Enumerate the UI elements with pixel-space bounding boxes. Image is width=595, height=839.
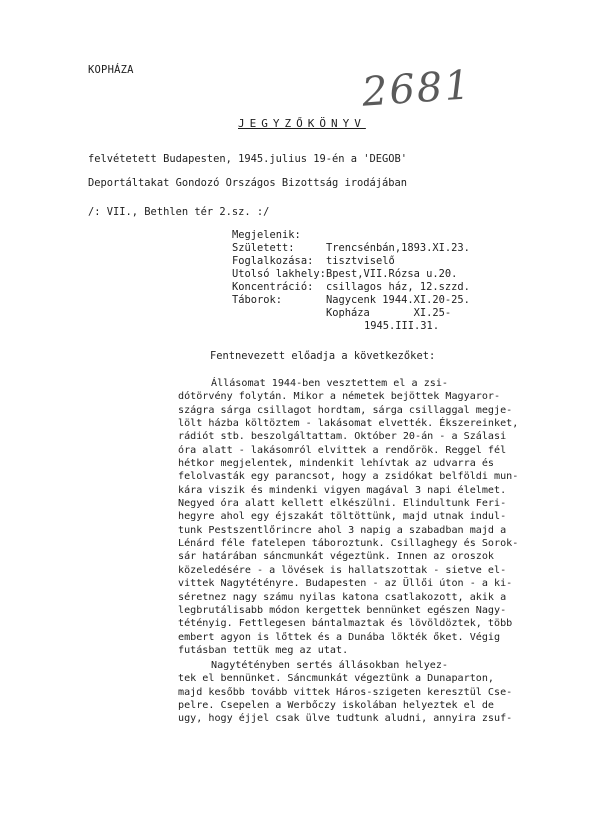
text-line: tek el bennünket. Sáncmunkát végeztünk a Dunaparton,	[178, 673, 495, 685]
handwritten-archive-number: 2681	[360, 62, 474, 116]
statement-intro: Fentnevezett előadja a következőket:	[210, 350, 436, 362]
text-line: séretnez nagy számu nyilas katona csatlakozott, akik a	[178, 591, 507, 603]
text-line: majd kesőbb tovább vittek Háros-szigeten keresztül Cse-	[178, 686, 513, 698]
field-value: Nagycenk 1944.XI.20-25.	[326, 294, 470, 306]
intro-line-3: /: VII., Bethlen tér 2.sz. :/	[88, 206, 270, 218]
text-line: tétényig. Fettlegesen bántalmaztak és lövöldöztek, több	[178, 618, 513, 630]
text-line: hétkor megjelentek, mindenkit lehívtak az udvarra és	[178, 458, 495, 470]
text-line: dótörvény folytán. Mikor a németek bejöttek Magyaror-	[178, 391, 501, 403]
field-value: csillagos ház, 12.szzd.	[326, 281, 470, 293]
document-title: JEGYZŐKÖNYV	[238, 117, 366, 130]
text-line: Negyed óra alatt kellett elkészülni. Elindultunk Feri-	[178, 498, 507, 510]
text-line: vittek Nagytétényre. Budapesten - az Üllői úton - a ki-	[178, 578, 513, 590]
intro-line-2: Deportáltakat Gondozó Országos Bizottság irodájában	[88, 177, 408, 189]
text-line: legbrutálisabb módon kergettek bennünket egészen Nagy-	[178, 604, 507, 616]
field-value: Bpest,VII.Rózsa u.20.	[326, 268, 458, 280]
text-line: pelre. Csepelen a Werbőczy iskolában helyeztek el de	[178, 700, 495, 712]
text-line: sár határában sáncmunkát végeztünk. Innen az oroszok	[178, 551, 495, 563]
text-line: felolvasták egy parancsot, hogy a zsidókat belföldi mun-	[178, 471, 519, 483]
field-label: Foglalkozása:	[232, 255, 314, 267]
field-label: Született:	[232, 242, 295, 254]
text-line: szágra sárga csillagot hordtam, sárga csillaggal megje-	[178, 404, 513, 416]
field-label: Koncentráció:	[232, 281, 314, 293]
field-label: Utolsó lakhely:	[232, 268, 326, 280]
text-line: lölt házba költöztem - lakásomat elvették. Ékszereinket,	[178, 418, 519, 430]
text-line: Nagytétényben sertés állásokban helyez-	[211, 660, 449, 671]
text-line: kára viszik és mindenki vigyen magával 3 napi élelmet.	[178, 484, 507, 496]
field-value: 1945.III.31.	[364, 320, 440, 332]
field-value: Trencsénbán,1893.XI.23.	[326, 242, 470, 254]
text-line: hegyre ahol egy éjszakát töltöttünk, majd utnak indul-	[178, 511, 507, 523]
field-label: Megjelenik:	[232, 229, 301, 241]
text-line: Lénárd féle fatelepen táboroztunk. Csillaghegy és Sorok-	[178, 538, 519, 550]
statement-paragraph-1	[178, 377, 578, 657]
text-line: ugy, hogy éjjel csak ülve tudtunk aludni, annyira zsuf-	[178, 713, 513, 725]
text-line: közeledésére - a lövések is hallatszottak - sietve el-	[178, 564, 507, 576]
statement-paragraph-2	[178, 659, 578, 726]
text-line: tunk Pestszentlőrincre ahol 3 napig a szabadban majd a	[178, 524, 507, 536]
field-label: Táborok:	[232, 294, 283, 306]
field-value: tisztviselő	[326, 255, 395, 267]
text-line: rádiót stb. beszolgáltattam. Október 20-án - a Szálasi	[178, 431, 507, 443]
location-label: KOPHÁZA	[88, 64, 134, 76]
field-value: Kopháza XI.25-	[326, 307, 452, 319]
text-line: Állásomat 1944-ben vesztettem el a zsi-	[211, 378, 449, 389]
text-line: óra alatt - lakásomról elvittek a rendőrök. Reggel fél	[178, 444, 507, 456]
text-line: embert agyon is lőttek és a Dunába lökték őket. Végig	[178, 631, 501, 643]
intro-line-1: felvétetett Budapesten, 1945.julius 19-én a 'DEGOB'	[88, 153, 408, 165]
text-line: futásban tettük meg az utat.	[178, 644, 349, 656]
